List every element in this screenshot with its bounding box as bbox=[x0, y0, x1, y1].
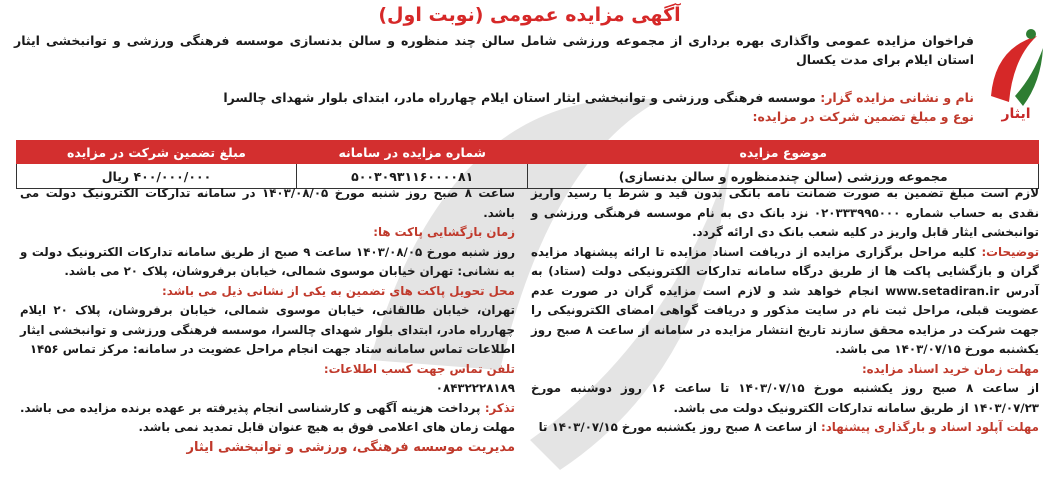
table-header: مبلغ تضمین شرکت در مزایده bbox=[17, 141, 297, 164]
auctioneer-line bbox=[14, 88, 974, 107]
intro-text: فراخوان مزایده عمومی واگذاری بهره برداری از مجموعه ورزشی شامل سالن چند منظوره و سالن بدنسازی موسسه فرهنگی ورزشی و توانبخشی ایثار استان ایلام برای مدت یکسال bbox=[14, 33, 974, 67]
upload-deadline-text: ساعت ۸ صبح روز شنبه مورخ ۱۴۰۳/۰۸/۰۵ در سامانه تدارکات الکترونیک دولت می باشد. bbox=[20, 186, 515, 220]
purchase-text: از ساعت ۸ صبح روز یکشنبه مورخ ۱۴۰۳/۰۷/۱۵ تا ساعت ۱۶ روز دوشنبه مورخ ۱۴۰۳/۰۷/۲۳ از طریق سامانه تدارکات الکترونیک دولت می باشد. bbox=[531, 381, 1039, 415]
table-cell: ۴۰۰/۰۰۰/۰۰۰ ریال bbox=[17, 164, 297, 189]
auctioneer-value: موسسه فرهنگی ورزشی و توانبخشی ایثار استان ایلام چهارراه مادر، ابتدای بلوار شهدای چالسرا bbox=[223, 90, 816, 105]
delivery-text: تهران، خیابان طالقانی، خیابان موسوی شمالی، خیابان برفروشان، پلاک ۲۰ ایلام چهارراه مادر، ابتدای بلوار شهدای چالسرا، موسسه فرهنگی ورزشی و توانبخشی ایثار اطلاعات تماس سامانه ستاد جهت انجام مراحل عضویت در سامانه: مرکز تماس ۱۴۵۶ bbox=[20, 303, 515, 356]
auction-table bbox=[16, 140, 1039, 189]
note-label: تذکر: bbox=[484, 400, 515, 415]
guarantee-heading: نوع و مبلغ تضمین شرکت در مزایده: bbox=[752, 109, 974, 124]
upload-label: مهلت آپلود اسناد و بارگذاری پیشنهاد: bbox=[821, 420, 1039, 434]
notes-label: توضیحات: bbox=[981, 244, 1039, 259]
guarantee-text: لازم است مبلغ تضمین به صورت ضمانت نامه بانکی بدون قید و شرط یا رسید واریز نقدی به حساب شماره ۰۲۰۳۳۳۹۹۵۰۰۰ نزد بانک دی به نام موسسه فرهنگی ورزشی و توانبخشی ایثار قابل واریز در کلیه شعب بانک دی ارائه گردد. bbox=[531, 186, 1039, 239]
svg-text:ایثار: ایثار bbox=[1001, 106, 1031, 122]
table-header-row bbox=[17, 141, 1039, 164]
isar-logo-icon bbox=[981, 26, 1051, 122]
right-column bbox=[531, 184, 1039, 438]
delivery-label: محل تحویل پاکت های تضمین به یکی از نشانی ذیل می باشد: bbox=[162, 283, 515, 298]
note-text: پرداخت هزینه آگهی و کارشناسی انجام پذیرفته بر عهده برنده مزایده می باشد. مهلت زمان های اعلامی فوق به هیچ عنوان قابل تمدید نمی باشد. bbox=[20, 400, 515, 434]
upload-text: از ساعت ۸ صبح روز یکشنبه مورخ ۱۴۰۳/۰۷/۱۵ تا bbox=[538, 420, 817, 434]
footer-signature: مدیریت موسسه فرهنگی، ورزشی و توانبخشی ایثار bbox=[186, 439, 515, 455]
purchase-label: مهلت زمان خرید اسناد مزایده: bbox=[861, 361, 1039, 376]
table-cell: ۵۰۰۳۰۹۳۱۱۶۰۰۰۰۸۱ bbox=[296, 164, 527, 189]
auctioneer-label: نام و نشانی مزایده گزار: bbox=[820, 90, 974, 105]
table-cell: مجموعه ورزشی (سالن چندمنظوره و سالن بدنسازی) bbox=[528, 164, 1039, 189]
page-title: آگهی مزایده عمومی (نوبت اول) bbox=[378, 4, 681, 26]
table-header: موضوع مزایده bbox=[528, 141, 1039, 164]
opening-text: روز شنبه مورخ ۱۴۰۳/۰۸/۰۵ ساعت ۹ صبح از طریق سامانه تدارکات الکترونیک دولت و به نشانی: تهران خیابان موسوی شمالی، خیابان برفروشان، پلاک ۲۰ می باشد. bbox=[20, 244, 515, 278]
phone-number: ۰۸۴۳۲۲۲۸۱۸۹ bbox=[435, 381, 515, 395]
left-column bbox=[20, 184, 515, 457]
opening-label: زمان بازگشایی پاکت ها: bbox=[373, 225, 515, 239]
notes-text: کلیه مراحل برگزاری مزایده از دریافت اسناد مزایده تا ارائه پیشنهاد مزایده گران و بازگشایی پاکت ها از طریق درگاه سامانه تدارکات الکترونیکی دولت (ستاد) به آدرس www.setadiran.ir انجام خواهد شد و لازم است مزایده گران در صورت عدم عضویت قبلی، مراحل ثبت نام در سایت مذکور و دریافت گواهی امضای الکترونیکی را جهت شرکت در مزایده محقق سازند تاریخ انتشار مزایده در سامانه از ساعت ۸ صبح روز یکشنبه مورخ ۱۴۰۳/۰۷/۱۵ می باشد. bbox=[531, 244, 1040, 356]
table-header: شماره مزایده در سامانه bbox=[296, 141, 527, 164]
phone-label: تلفن تماس جهت کسب اطلاعات: bbox=[323, 361, 515, 376]
